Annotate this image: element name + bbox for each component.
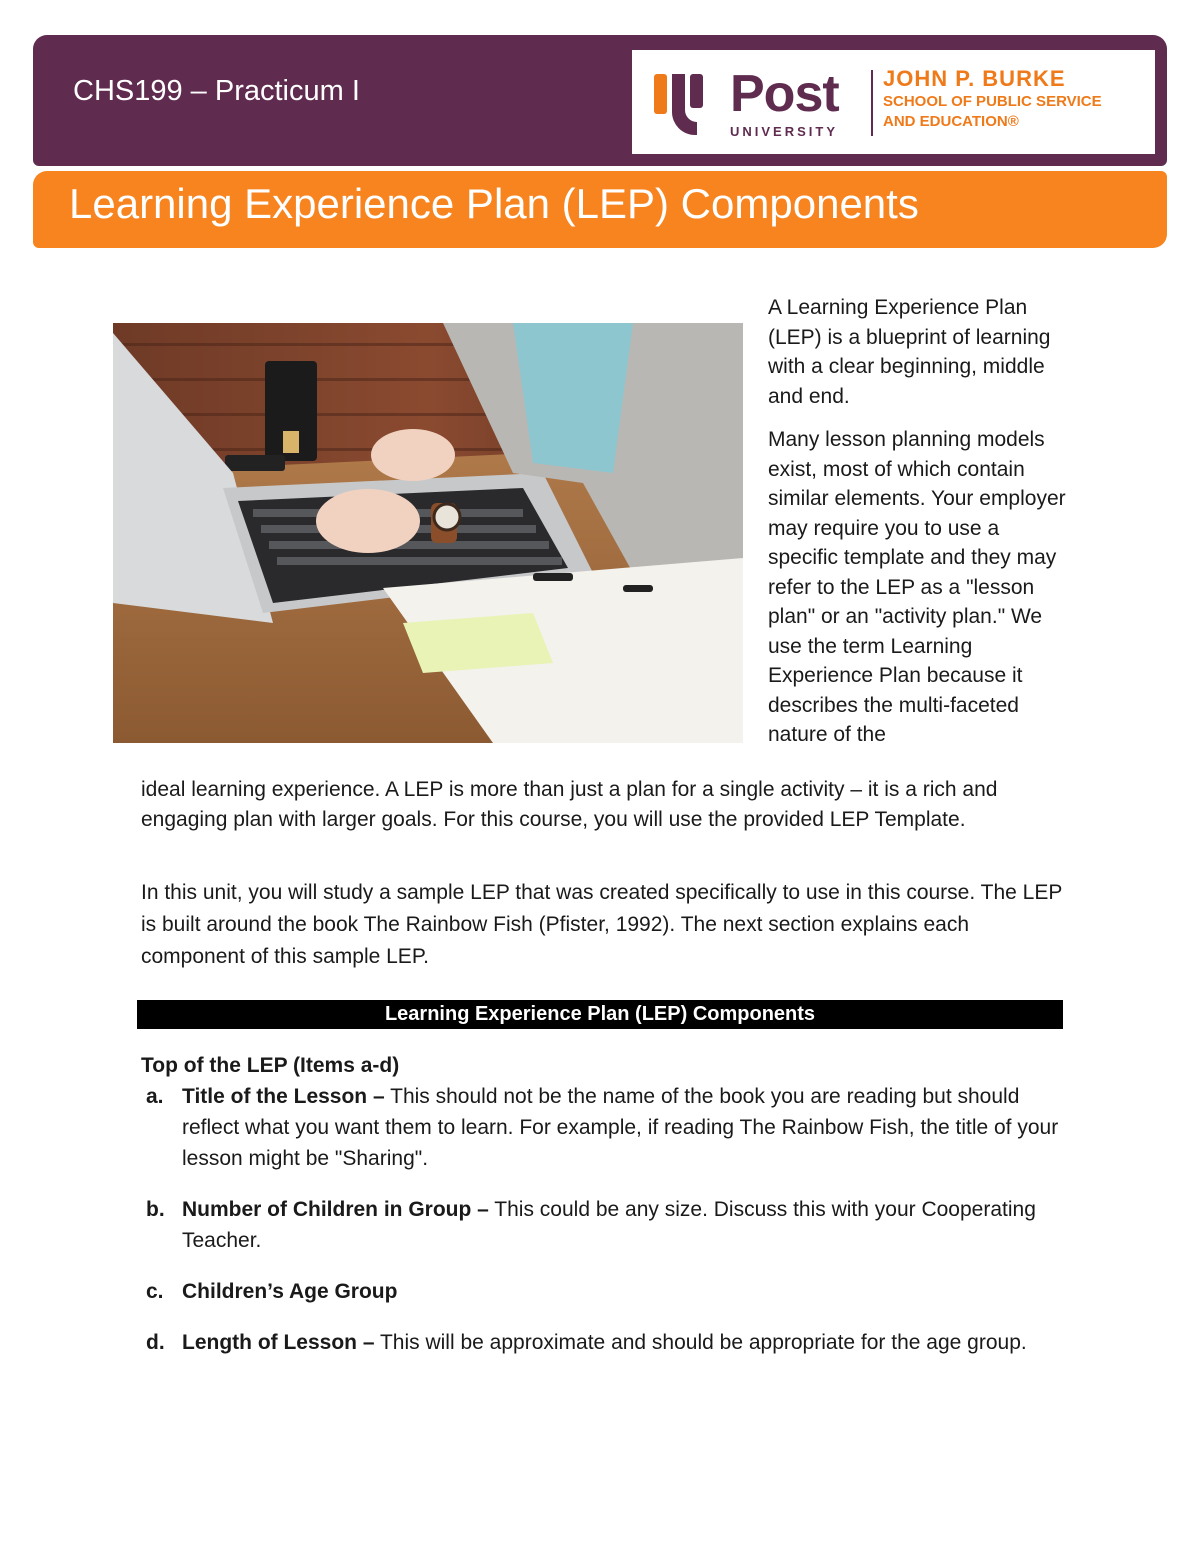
- list-item-text: This could be any size. Discuss this with your Cooperating Teacher.: [182, 1198, 1036, 1252]
- intro-paragraph-1: A Learning Experience Plan (LEP) is a blueprint of learning with a clear beginning, middle and end.: [768, 296, 1051, 408]
- section-subheading: Top of the LEP (Items a-d): [141, 1054, 400, 1077]
- section-heading-bar: Learning Experience Plan (LEP) Components: [137, 1000, 1063, 1029]
- list-item-label: Length of Lesson –: [182, 1331, 375, 1354]
- intro-continuation-text: ideal learning experience. A LEP is more than just a plan for a single activity – it is a rich and engaging plan with larger goals. For this course, you will use the provided LEP Template.: [141, 778, 998, 831]
- intro-paragraph-2: Many lesson planning models exist, most of which contain similar elements. Your employer may require you to use a specific template and they may refer to the LEP as a "lesson plan" or an "activity plan." We use the term Learning Experience Plan because it describes the multi-faceted nature of the: [768, 428, 1066, 746]
- list-item: [146, 1276, 1066, 1307]
- school-line-1: JOHN P. BURKE: [883, 66, 1066, 91]
- logo-divider: [871, 70, 873, 136]
- list-item-letter: d.: [146, 1331, 165, 1354]
- page-header: [33, 35, 1167, 166]
- list-item-text: This should not be the name of the book you are reading but should reflect what you want them to learn. For example, if reading The Rainbow Fish, the title of your lesson might be "Sharing".: [182, 1085, 1059, 1170]
- laptop-photo-icon: [113, 323, 743, 743]
- list-item-text: This will be approximate and should be appropriate for the age group.: [374, 1331, 1027, 1354]
- list-item-letter: a.: [146, 1085, 164, 1108]
- list-item-label: Number of Children in Group –: [182, 1198, 489, 1221]
- laptop-photo: [113, 323, 743, 743]
- course-code: CHS199 – Practicum I: [73, 75, 360, 107]
- list-item: [146, 1194, 1066, 1256]
- school-line-3: AND EDUCATION®: [883, 113, 1019, 130]
- list-item: [146, 1081, 1066, 1174]
- list-item-letter: b.: [146, 1198, 165, 1221]
- school-line-2: SCHOOL OF PUBLIC SERVICE: [883, 93, 1102, 110]
- logo-subname: UNIVERSITY: [730, 124, 839, 139]
- list-item-label: Title of the Lesson –: [182, 1085, 385, 1108]
- list-item-letter: c.: [146, 1280, 164, 1303]
- intro-paragraph-3: In this unit, you will study a sample LEP that was created specifically to use in this course. The LEP is built around the book The Rainbow Fish (Pfister, 1992). The next section explains each component of this sample LEP.: [141, 881, 1062, 968]
- intro-continuation: [141, 775, 1071, 834]
- page-title: Learning Experience Plan (LEP) Components: [69, 180, 919, 227]
- title-bar: [33, 171, 1167, 248]
- logo-wordmark: Post: [730, 65, 839, 123]
- logo-school-name: [883, 66, 1102, 132]
- intro-side-column: [768, 293, 1068, 764]
- post-university-logo: [632, 50, 1155, 154]
- post-logo-mark-icon: [654, 70, 720, 136]
- list-item-label: Children’s Age Group: [182, 1280, 398, 1303]
- list-item: [146, 1327, 1066, 1358]
